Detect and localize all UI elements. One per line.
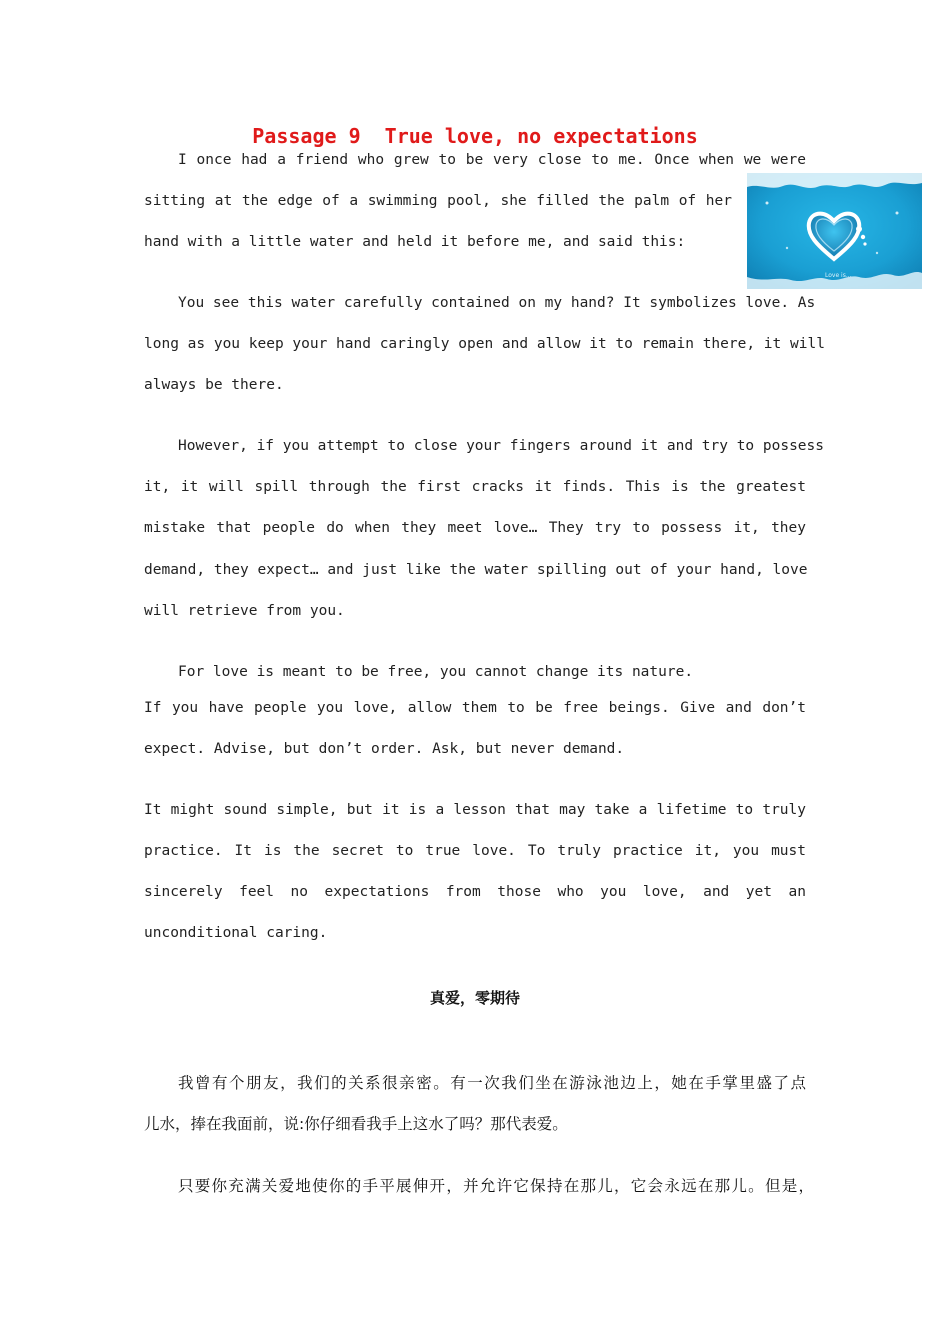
paragraph-line: hand with a little water and held it before me, and said this:: [144, 234, 686, 250]
paragraph-line: practice. It is the secret to true love. To truly practice it, you must: [144, 843, 806, 859]
paragraph-line: sitting at the edge of a swimming pool, she filled the palm of her: [144, 193, 732, 209]
chinese-line: 我曾有个朋友，我们的关系很亲密。有一次我们坐在游泳池边上，她在手掌里盛了点: [178, 1074, 806, 1092]
paragraph-line: However, if you attempt to close your fingers around it and try to possess: [178, 438, 825, 454]
paragraph-line: If you have people you love, allow them to be free beings. Give and don’t: [144, 700, 806, 716]
chinese-title: 真爱，零期待: [429, 989, 520, 1007]
paragraph-line: long as you keep your hand caringly open and allow it to remain there, it will: [144, 336, 825, 352]
paragraph-line: You see this water carefully contained on my hand? It symbolizes love. As: [178, 295, 816, 311]
paragraph-line: sincerely feel no expectations from those who you love, and yet an: [144, 884, 806, 900]
paragraph-line: demand, they expect… and just like the water spilling out of your hand, love: [144, 562, 808, 578]
paragraph-line: it, it will spill through the first cracks it finds. This is the greatest: [144, 479, 806, 495]
paragraph-line: always be there.: [144, 377, 284, 393]
chinese-line: 只要你充满关爱地使你的手平展伸开，并允许它保持在那儿，它会永远在那儿。但是，: [178, 1177, 814, 1195]
paragraph-line: expect. Advise, but don’t order. Ask, but never demand.: [144, 741, 625, 757]
love-illustration: [747, 173, 922, 289]
image-caption: Love is...: [825, 272, 852, 279]
paragraph-line: mistake that people do when they meet love… They try to possess it, they: [144, 520, 806, 536]
chinese-line: 儿水，捧在我面前，说:你仔细看我手上这水了吗？那代表爱。: [144, 1115, 568, 1133]
paragraph-line: will retrieve from you.: [144, 603, 345, 619]
paragraph-line: For love is meant to be free, you cannot change its nature.: [178, 664, 694, 680]
paragraph-line: unconditional caring.: [144, 925, 328, 941]
paragraph-line: I once had a friend who grew to be very close to me. Once when we were: [178, 152, 806, 168]
passage-title: Passage 9 True love, no expectations: [252, 124, 698, 148]
paragraph-line: It might sound simple, but it is a lesson that may take a lifetime to truly: [144, 802, 806, 818]
